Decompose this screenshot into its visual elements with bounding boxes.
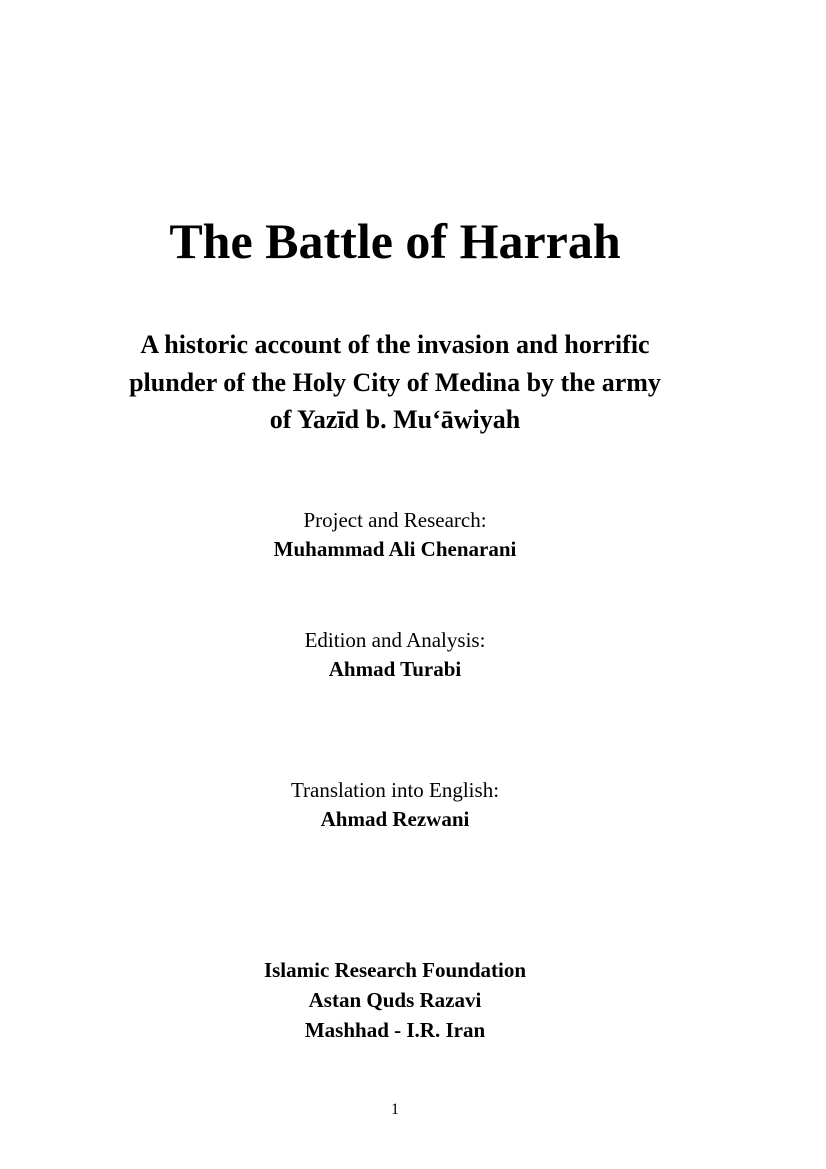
credit-translation xyxy=(0,776,790,834)
credit-label: Project and Research: xyxy=(303,508,487,532)
page-number: 1 xyxy=(391,1101,399,1118)
subtitle-line: plunder of the Holy City of Medina by the army xyxy=(129,367,661,397)
book-title: The Battle of Harrah xyxy=(169,213,621,269)
credit-name: Ahmad Turabi xyxy=(328,657,462,681)
credit-name: Ahmad Rezwani xyxy=(320,807,470,831)
subtitle-line: A historic account of the invasion and horrific xyxy=(140,330,650,359)
subtitle-line: of Yazīd b. Mu‘āwiyah xyxy=(269,405,521,434)
credit-edition-analysis xyxy=(0,626,790,684)
credit-name: Muhammad Ali Chenarani xyxy=(273,537,517,561)
credit-label: Translation into English: xyxy=(290,778,500,802)
book-subtitle xyxy=(0,326,790,439)
credit-label: Edition and Analysis: xyxy=(304,628,486,652)
publisher-line: Mashhad - I.R. Iran xyxy=(304,1018,486,1042)
publisher-line: Islamic Research Foundation xyxy=(263,958,527,982)
publisher-line: Astan Quds Razavi xyxy=(308,988,482,1012)
publisher-block xyxy=(0,955,790,1045)
credit-project-research xyxy=(0,506,790,564)
